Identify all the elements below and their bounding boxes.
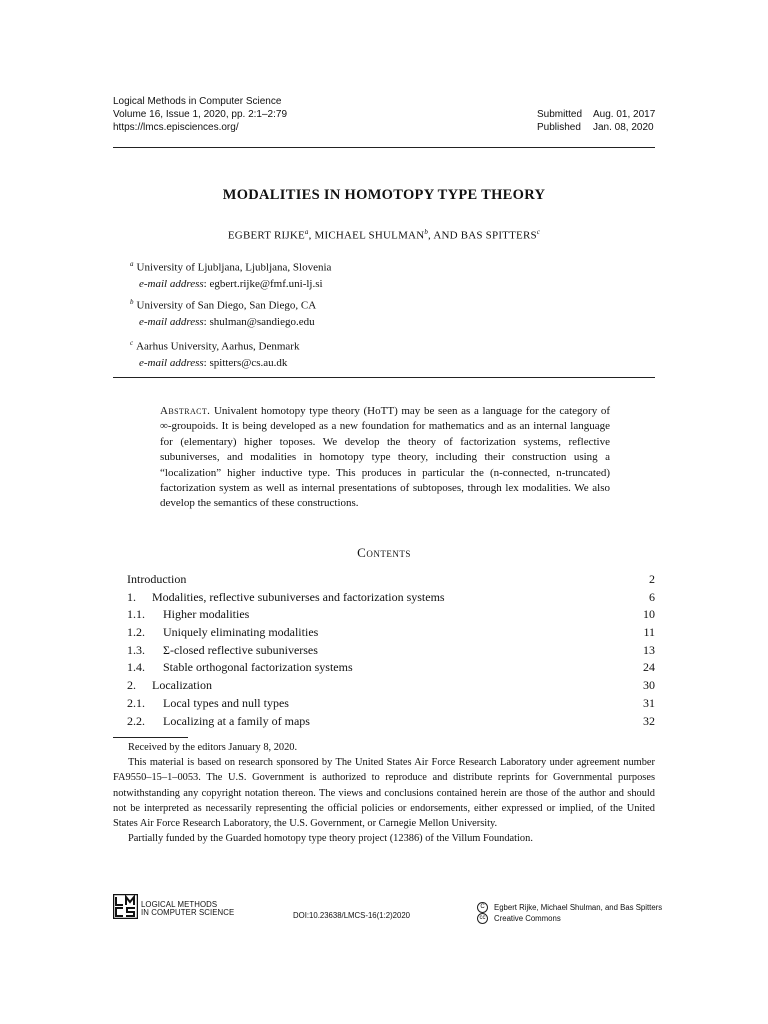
email-label: e-mail address bbox=[139, 356, 204, 369]
toc-title: Introduction bbox=[127, 572, 187, 586]
footnote-received: Received by the editors January 8, 2020. bbox=[128, 742, 298, 753]
affiliation-institution: Aarhus University, Aarhus, Denmark bbox=[136, 340, 300, 353]
affiliation-mark: b bbox=[130, 298, 134, 306]
toc-title: Localizing at a family of maps bbox=[163, 713, 310, 728]
logo-line-1: LOGICAL METHODS bbox=[141, 900, 218, 909]
toc-title: Uniquely eliminating modalities bbox=[163, 625, 319, 640]
email-label: e-mail address bbox=[139, 277, 204, 290]
logo-text bbox=[141, 901, 234, 917]
toc-page-number: 2 bbox=[649, 572, 655, 586]
toc-number: 2.2. bbox=[127, 713, 145, 728]
toc-number: 1.2. bbox=[127, 625, 145, 640]
toc-page-number: 13 bbox=[643, 642, 655, 657]
toc-entry[interactable] bbox=[127, 713, 655, 731]
toc-number: 2. bbox=[127, 678, 136, 693]
toc-title: Modalities, reflective subuniverses and factorization systems bbox=[152, 589, 445, 604]
email-address[interactable]: : spitters@cs.au.dk bbox=[203, 356, 288, 369]
journal-info bbox=[113, 95, 287, 134]
journal-url[interactable]: https://lmcs.episciences.org/ bbox=[113, 122, 239, 133]
creative-commons-icon: cc bbox=[477, 913, 488, 924]
toc-title: Localization bbox=[152, 678, 212, 693]
copyright-block bbox=[477, 902, 662, 924]
journal-volume: Volume 16, Issue 1, 2020, pp. 2:1–2:79 bbox=[113, 109, 288, 120]
toc-title: Local types and null types bbox=[163, 695, 289, 710]
toc-entry[interactable] bbox=[127, 606, 655, 624]
toc-page-number: 31 bbox=[643, 695, 655, 710]
toc-page-number: 30 bbox=[643, 678, 655, 693]
toc-number: 1.4. bbox=[127, 660, 145, 675]
published-label: Published bbox=[537, 122, 581, 133]
toc-entry[interactable] bbox=[127, 695, 655, 713]
email-address[interactable]: : egbert.rijke@fmf.uni-lj.si bbox=[203, 277, 323, 290]
toc-number: 2.1. bbox=[127, 695, 145, 710]
affiliation-block bbox=[130, 335, 299, 371]
affiliation-mark: a bbox=[130, 260, 134, 268]
toc-entry[interactable] bbox=[127, 659, 655, 677]
footnotes bbox=[113, 740, 655, 846]
affiliation-mark: c bbox=[130, 339, 134, 347]
toc-page-number: 32 bbox=[643, 713, 655, 728]
toc-title: Stable orthogonal factorization systems bbox=[163, 660, 353, 675]
affiliation-block bbox=[130, 294, 316, 330]
submitted-label: Submitted bbox=[537, 109, 583, 120]
copyright-holders: Egbert Rijke, Michael Shulman, and Bas Spitters bbox=[494, 902, 663, 912]
doi[interactable]: DOI:10.23638/LMCS-16(1:2)2020 bbox=[293, 911, 411, 920]
footnote-funding: This material is based on research sponsored by The United States Air Force Research Laboratory under agreement number FA9550–15–1–0053. The U.S. Government is authorized to reproduce and distribute reprints for Governmental purposes notwithstanding any copyright notation thereon. The views and conclusions contained herein are those of the author and should not be interpreted as necessarily representing the official policies or endorsements, either expressed or implied, of the United States Air Force Research Laboratory, the U.S. Government, or Carnegie Mellon University. bbox=[113, 757, 655, 830]
logo-line-2: IN COMPUTER SCIENCE bbox=[141, 908, 235, 917]
lmcs-logo-icon bbox=[113, 894, 138, 919]
paper-title: MODALITIES IN HOMOTOPY TYPE THEORY bbox=[222, 187, 546, 203]
toc-entry[interactable] bbox=[127, 624, 655, 642]
journal-name: Logical Methods in Computer Science bbox=[113, 96, 282, 107]
toc-title: Σ-closed reflective subuniverses bbox=[163, 642, 318, 657]
abstract bbox=[160, 404, 610, 512]
toc-number: 1.1. bbox=[127, 607, 145, 622]
footnote-rule bbox=[113, 737, 188, 738]
license[interactable]: Creative Commons bbox=[494, 913, 561, 923]
affiliation-mark: a bbox=[304, 228, 309, 236]
email-address[interactable]: : shulman@sandiego.edu bbox=[203, 315, 315, 328]
affiliation-mark: c bbox=[536, 228, 541, 236]
submission-dates bbox=[537, 108, 655, 134]
author-name: EGBERT RIJKE bbox=[227, 229, 305, 242]
header-rule bbox=[113, 147, 655, 148]
footnote-villum: Partially funded by the Guarded homotopy type theory project (12386) of the Villum Foundation. bbox=[128, 833, 533, 845]
toc-number: 1.3. bbox=[127, 642, 145, 657]
author-name: MICHAEL SHULMAN bbox=[314, 229, 425, 242]
submitted-date: Aug. 01, 2017 bbox=[593, 109, 656, 120]
author-separator: , bbox=[308, 229, 315, 242]
abstract-text: Univalent homotopy type theory (HoTT) may be seen as a language for the category of ∞-groupoids. It is being developed as a new foundation for mathematics and as an internal language for (elementary) higher toposes. We develop the theory of factorization systems, reflective subuniverses, and modalities in homotopy type theory, including their construction using a “localization” higher inductive type. This produces in particular the (n-connected, n-truncated) factorization system as well as internal presentations of subtoposes, through lex modalities. We also develop the semantics of these constructions. bbox=[160, 405, 610, 510]
toc-entry[interactable] bbox=[127, 677, 655, 695]
table-of-contents bbox=[127, 571, 655, 730]
toc-number: 1. bbox=[127, 589, 136, 604]
toc-page-number: 6 bbox=[649, 589, 655, 604]
toc-page-number: 24 bbox=[643, 660, 655, 675]
author-separator: , AND bbox=[428, 229, 461, 242]
email-label: e-mail address bbox=[139, 315, 204, 328]
toc-entry[interactable] bbox=[127, 589, 655, 607]
published-date: Jan. 08, 2020 bbox=[593, 122, 654, 133]
toc-entry[interactable] bbox=[127, 571, 655, 589]
affiliation-block bbox=[130, 256, 331, 292]
affiliation-institution: University of Ljubljana, Ljubljana, Slovenia bbox=[136, 261, 332, 274]
toc-page-number: 10 bbox=[643, 607, 655, 622]
abstract-label: Abstract. bbox=[160, 405, 211, 417]
copyright-icon: C bbox=[477, 902, 488, 913]
toc-page-number: 11 bbox=[643, 625, 655, 640]
affiliation-rule bbox=[113, 377, 655, 378]
author-line bbox=[113, 228, 655, 242]
toc-title: Higher modalities bbox=[163, 607, 250, 622]
contents-heading: Contents bbox=[357, 545, 411, 560]
author-name: BAS SPITTERS bbox=[460, 229, 537, 242]
toc-entry[interactable] bbox=[127, 642, 655, 660]
affiliation-institution: University of San Diego, San Diego, CA bbox=[136, 299, 317, 312]
affiliation-mark: b bbox=[424, 228, 429, 236]
